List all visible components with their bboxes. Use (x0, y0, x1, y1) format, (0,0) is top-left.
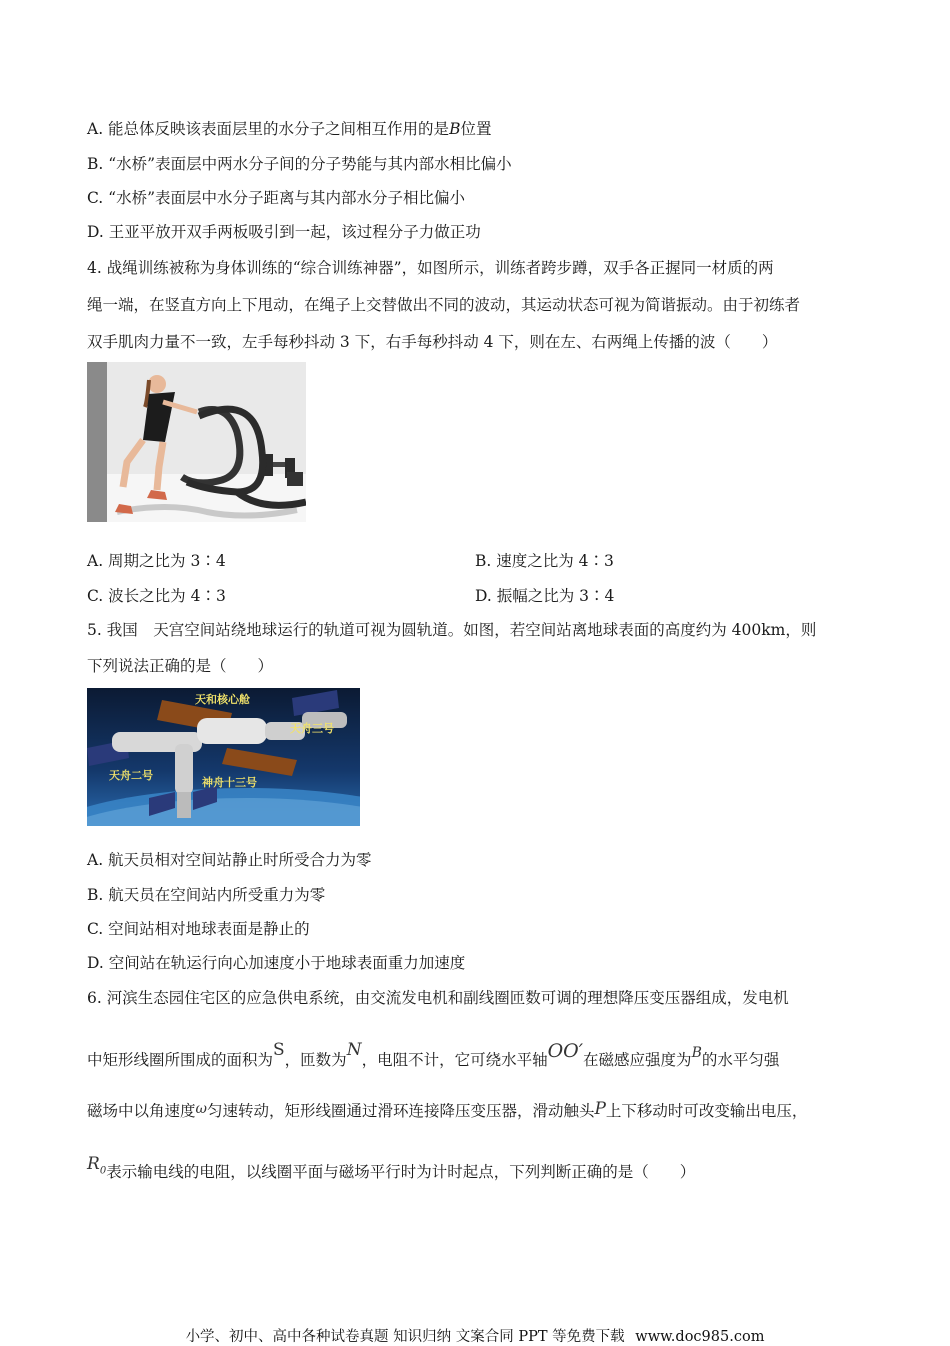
q3-option-c: C. “水桥”表面层中水分子距离与其内部水分子相比偏小 (87, 189, 466, 207)
space-station-illustration (87, 688, 360, 826)
q3-option-b: B. “水桥”表面层中两水分子间的分子势能与其内部水相比偏小 (87, 155, 512, 173)
label-shenzhou-13: 神舟十三号 (202, 776, 257, 789)
var-S: S (273, 1040, 285, 1060)
battle-rope-figure (87, 362, 306, 522)
var-N: N (346, 1040, 362, 1060)
q6-stem-line1: 6. 河滨生态园住宅区的应急供电系统，由交流发电机和副线圈匝数可调的理想降压变压器组成，发电机 (87, 989, 789, 1007)
footer-text: 小学、初中、高中各种试卷真题 知识归纳 文案合同 PPT 等免费下载 (185, 1329, 625, 1345)
q4-option-c: C. 波长之比为 4∶3 (87, 587, 226, 605)
space-station-figure (87, 688, 360, 826)
page-footer (0, 1325, 950, 1346)
q3-option-d: D. 王亚平放开双手两板吸引到一起，该过程分子力做正功 (87, 223, 481, 241)
label-core-module: 天和核心舱 (195, 693, 250, 706)
q5-option-a: A. 航天员相对空间站静止时所受合力为零 (87, 851, 372, 869)
label-tianzhou-3: 天舟三号 (290, 722, 334, 735)
var-B: B (691, 1045, 702, 1061)
q4-option-b: B. 速度之比为 4∶3 (475, 552, 614, 570)
battle-rope-illustration (87, 362, 306, 522)
label-tianzhou-2: 天舟二号 (109, 769, 153, 782)
q4-stem-line3: 双手肌肉力量不一致，左手每秒抖动 3 下，右手每秒抖动 4 下，则在左、右两绳上传播的波（ ） (87, 333, 778, 351)
q5-stem-line2: 下列说法正确的是（ ） (87, 657, 274, 675)
footer-link[interactable]: www.doc985.com (635, 1329, 765, 1345)
q5-option-c: C. 空间站相对地球表面是静止的 (87, 920, 310, 938)
var-OO-prime: OO′ (547, 1040, 584, 1062)
q5-stem-line1: 5. 我国 天宫空间站绕地球运行的轨道可视为圆轨道。如图，若空间站离地球表面的高度约为 400km，则 (87, 621, 817, 639)
q6-stem-line2: 中矩形线圈所围成的面积为S，匝数为N，电阻不计，它可绕水平轴OO′在磁感应强度为B的水平匀强 (87, 1040, 780, 1069)
q4-option-d: D. 振幅之比为 3∶4 (475, 587, 615, 605)
var-R0: $R_0$ (87, 1154, 107, 1177)
q4-stem-line2: 绳一端，在竖直方向上下甩动，在绳子上交替做出不同的波动，其运动状态可视为简谐振动。由于初练者 (87, 296, 801, 314)
var-P: P (594, 1099, 606, 1119)
q3-option-a-var: B (449, 120, 461, 138)
q4-stem-line1: 4. 战绳训练被称为身体训练的“综合训练神器”，如图所示，训练者跨步蹲，双手各正握同一材质的两 (87, 259, 774, 277)
q3-option-a: A. 能总体反映该表面层里的水分子之间相互作用的是B位置 (87, 120, 492, 138)
q5-option-d: D. 空间站在轨运行向心加速度小于地球表面重力加速度 (87, 954, 466, 972)
q4-option-a: A. 周期之比为 3∶4 (87, 552, 226, 570)
q6-stem-line4: $R_0$表示输电线的电阻，以线圈平面与磁场平行时为计时起点，下列判断正确的是（ ） (87, 1154, 696, 1181)
var-omega: ω (195, 1101, 207, 1117)
q5-option-b: B. 航天员在空间站内所受重力为零 (87, 886, 326, 904)
q6-stem-line3: 磁场中以角速度ω匀速转动，矩形线圈通过滑环连接降压变压器，滑动触头P上下移动时可改变输出电压， (87, 1099, 808, 1120)
